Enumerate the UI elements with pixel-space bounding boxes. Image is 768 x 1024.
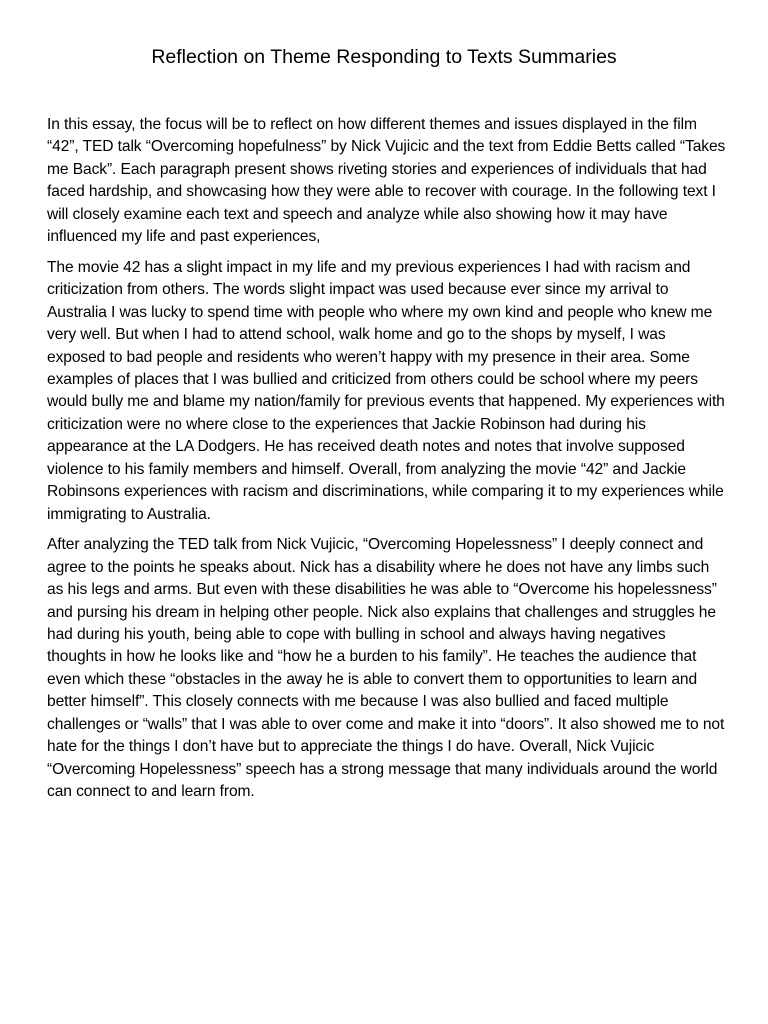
paragraph-introduction: In this essay, the focus will be to reflect on how different themes and issues displayed in the film “42”, TED talk “Overcoming hopefulness” by Nick Vujicic and the text from Eddie Betts called “Takes me Back”. Each paragraph present shows riveting stories and experiences of individuals that had faced hardship, and showcasing how they were able to recover with courage. In the following text I will closely examine each text and speech and analyze while also showing how it may have influenced my life and past experiences,: [47, 116, 726, 246]
document-title: Reflection on Theme Responding to Texts Summaries: [151, 46, 617, 68]
paragraph-ted-talk: After analyzing the TED talk from Nick Vujicic, “Overcoming Hopelessness” I deeply connect and agree to the points he speaks about. Nick has a disability where he does not have any limbs such as his legs and arms. But even with these disabilities he was able to “Overcome his hopelessness” and pursing his dream in helping other people. Nick also explains that challenges and struggles he had during his youth, being able to cope with bulling in school and always having negatives thoughts in how he looks like and “how he a burden to his family”. He teaches the audience that even which these “obstacles in the away he is able to convert them to opportunities to learn and better himself”. This closely connects with me because I was also bullied and faced multiple challenges or “walls” that I was able to over come and make it into “doors”. It also showed me to not hate for the things I don’t have but to appreciate the things I do have. Overall, Nick Vujicic “Overcoming Hopelessness” speech has a strong message that many individuals around the world can connect to and learn from.: [47, 536, 725, 801]
paragraph-movie-42: The movie 42 has a slight impact in my life and my previous experiences I had with racism and criticization from others. The words slight impact was used because ever since my arrival to Australia I was lucky to spend time with people who where my own kind and people who knew me very well. But when I had to attend school, walk home and go to the shops by myself, I was exposed to bad people and residents who weren’t happy with my presence in their area. Some examples of places that I was bullied and criticized from others could be school where my peers would bully me and blame my nation/family for previous events that happened. My experiences with criticization were no where close to the experiences that Jackie Robinson had during his appearance at the LA Dodgers. He has received death notes and notes that involve supposed violence to his family members and himself. Overall, from analyzing the movie “42” and Jackie Robinsons experiences with racism and discriminations, while comparing it to my experiences while immigrating to Australia.: [47, 258, 725, 523]
document-body: [47, 114, 727, 812]
